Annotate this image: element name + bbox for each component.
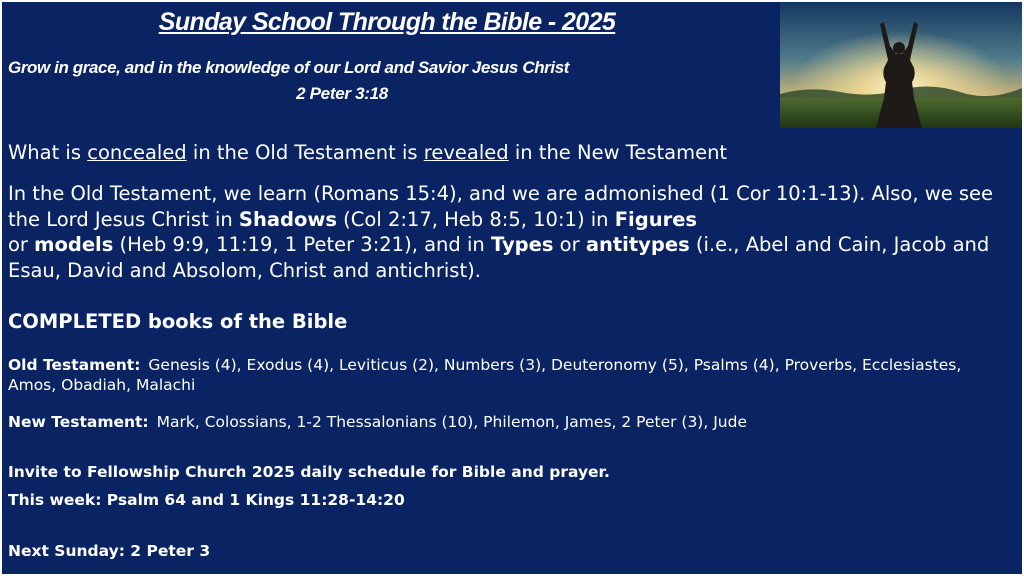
next-sunday-line: Next Sunday: 2 Peter 3: [8, 542, 211, 560]
old-testament-list: [8, 355, 1008, 395]
theme-text-3: in the New Testament: [508, 141, 728, 164]
theme-revealed: revealed: [423, 141, 509, 164]
slide-subtitle: Grow in grace, and in the knowledge of our Lord and Savior Jesus Christ: [8, 58, 570, 77]
theme-concealed: concealed: [87, 141, 187, 164]
old-testament-books: Genesis (4), Exodus (4), Leviticus (2), Numbers (3), Deuteronomy (5), Psalms (4), Proverbs, Ecclesiastes, Amos, Obadiah, Malachi: [8, 356, 962, 394]
para-models: models: [34, 233, 114, 256]
para-text-3: or: [8, 233, 35, 256]
teaching-paragraph: [8, 181, 1018, 283]
this-week-line: This week: Psalm 64 and 1 Kings 11:28-14:20: [8, 491, 405, 509]
para-text-1: In the Old Testament, we learn (Romans 15:4), and we are admonished (1 Cor 10:1-13). Also, we see the Lord Jesus Christ in: [8, 182, 994, 231]
scripture-reference: 2 Peter 3:18: [296, 84, 388, 103]
para-text-4: (Heb 9:9, 11:19, 1 Peter 3:21), and in: [113, 233, 491, 256]
completed-heading: COMPLETED books of the Bible: [8, 310, 348, 333]
old-testament-label: Old Testament:: [8, 356, 141, 374]
para-antitypes: antitypes: [585, 233, 690, 256]
slide-title: Sunday School Through the Bible - 2025: [158, 8, 616, 36]
theme-text-1: What is: [8, 141, 88, 164]
new-testament-label: New Testament:: [8, 413, 149, 431]
para-shadows: Shadows: [238, 207, 337, 231]
theme-text-2: in the Old Testament is: [186, 141, 424, 164]
new-testament-books: Mark, Colossians, 1-2 Thessalonians (10), Philemon, James, 2 Peter (3), Jude: [156, 413, 747, 431]
para-figures: Figures: [614, 207, 698, 231]
theme-statement: [8, 141, 727, 164]
para-text-6: (i.e., Abel and Cain, Jacob and Esau, David and Absolom, Christ and antichrist).: [8, 233, 990, 282]
para-types: Types: [490, 233, 554, 256]
para-text-2: (Col 2:17, Heb 8:5, 10:1) in: [336, 207, 615, 231]
new-testament-list: [8, 412, 1008, 432]
slide: [2, 2, 1022, 574]
worship-sunrise-photo: [780, 2, 1022, 128]
invite-line: Invite to Fellowship Church 2025 daily schedule for Bible and prayer.: [8, 463, 610, 481]
para-text-5: or: [553, 233, 586, 256]
